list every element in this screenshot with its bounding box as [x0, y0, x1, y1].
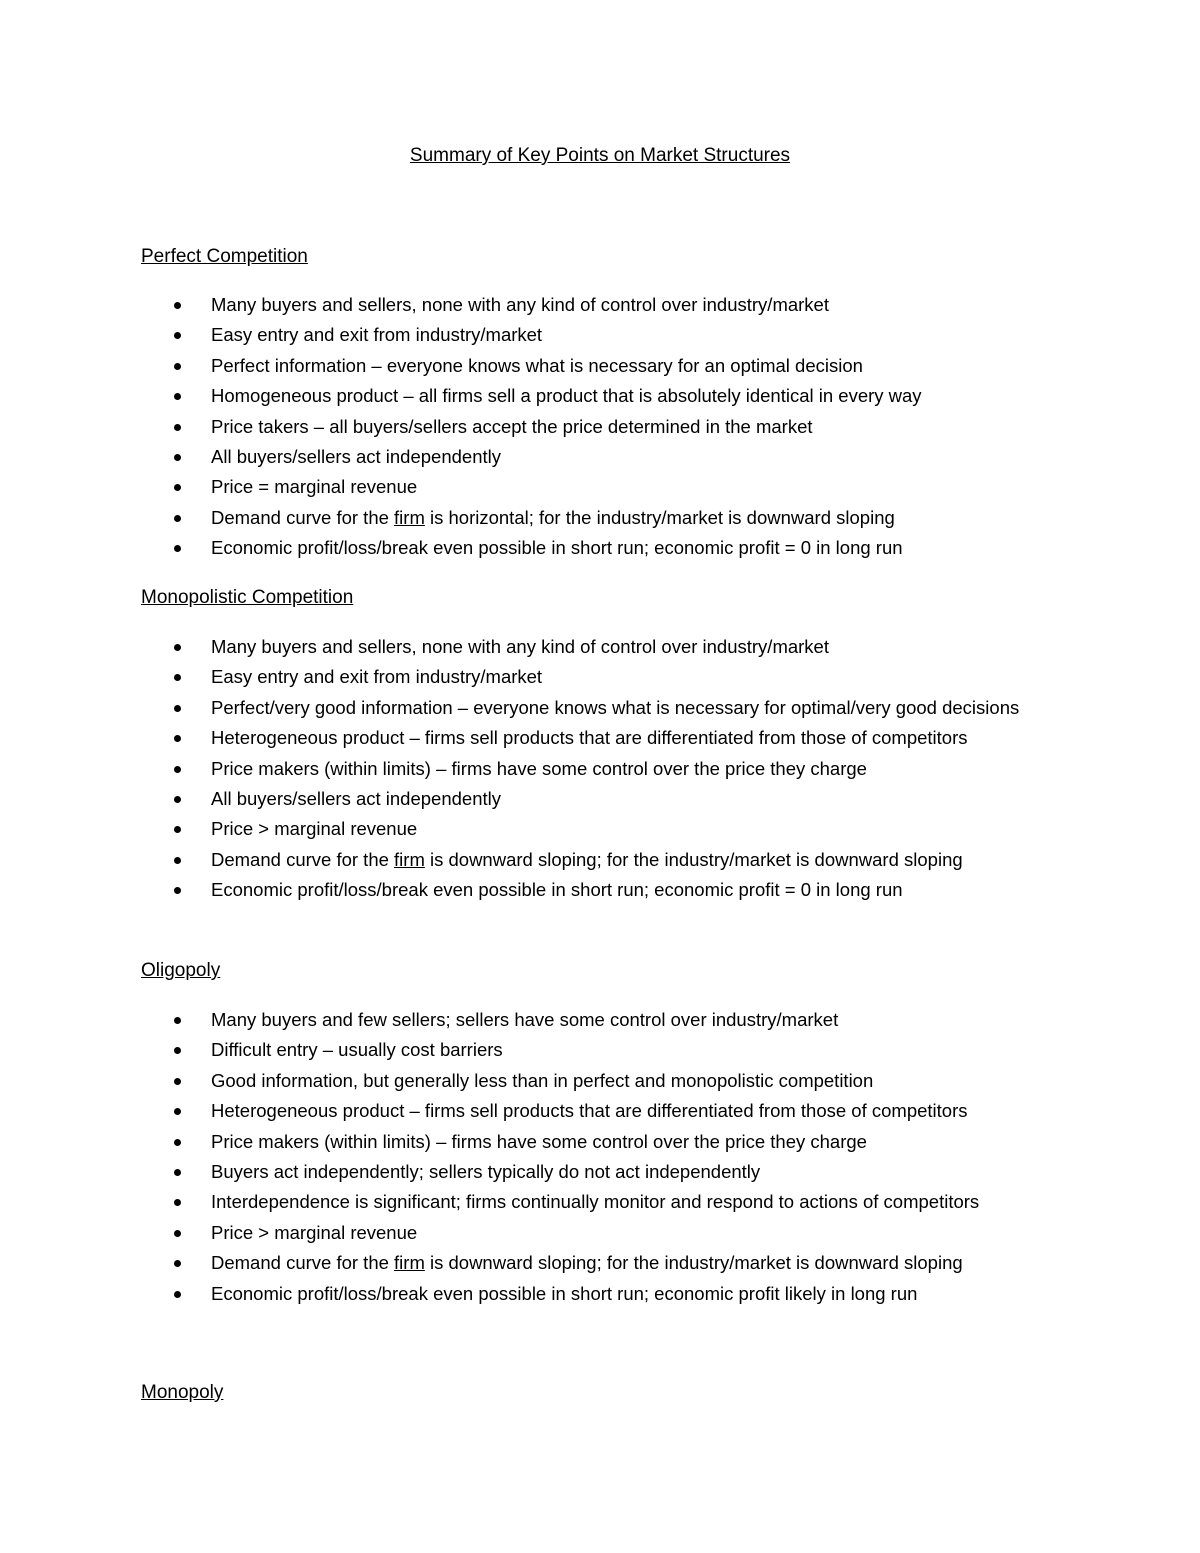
bullet-icon: [174, 735, 181, 742]
list-item: Price > marginal revenue: [141, 814, 1081, 844]
list-item: Economic profit/loss/break even possible in short run; economic profit = 0 in long run: [141, 533, 1081, 563]
monopolistic-competition-list: [141, 632, 1081, 906]
bullet-icon: [174, 1017, 181, 1024]
bullet-icon: [174, 424, 181, 431]
bullet-icon: [174, 545, 181, 552]
list-item: Easy entry and exit from industry/market: [141, 320, 1081, 350]
list-item: Demand curve for the firm is downward sloping; for the industry/market is downward sloping: [141, 845, 1081, 875]
list-item: Many buyers and sellers, none with any kind of control over industry/market: [141, 632, 1081, 662]
list-item: Buyers act independently; sellers typically do not act independently: [141, 1157, 1081, 1187]
bullet-icon: [174, 796, 181, 803]
list-item: Perfect/very good information – everyone knows what is necessary for optimal/very good decisions: [141, 693, 1081, 723]
bullet-icon: [174, 1139, 181, 1146]
bullet-icon: [174, 1230, 181, 1237]
bullet-icon: [174, 363, 181, 370]
list-item: Heterogeneous product – firms sell products that are differentiated from those of competitors: [141, 1096, 1081, 1126]
list-item: Difficult entry – usually cost barriers: [141, 1035, 1081, 1065]
bullet-icon: [174, 1078, 181, 1085]
list-item: Many buyers and few sellers; sellers have some control over industry/market: [141, 1005, 1081, 1035]
list-item: All buyers/sellers act independently: [141, 784, 1081, 814]
list-item: Price > marginal revenue: [141, 1218, 1081, 1248]
bullet-icon: [174, 454, 181, 461]
section-heading-monopoly: Monopoly: [141, 1382, 224, 1403]
bullet-icon: [174, 826, 181, 833]
section-heading-monopolistic-competition: Monopolistic Competition: [141, 587, 354, 608]
bullet-icon: [174, 1199, 181, 1206]
list-item: Many buyers and sellers, none with any kind of control over industry/market: [141, 290, 1081, 320]
bullet-icon: [174, 302, 181, 309]
list-item: Demand curve for the firm is downward sloping; for the industry/market is downward sloping: [141, 1248, 1081, 1278]
list-item: Economic profit/loss/break even possible in short run; economic profit likely in long run: [141, 1279, 1081, 1309]
list-item: Demand curve for the firm is horizontal; for the industry/market is downward sloping: [141, 503, 1081, 533]
bullet-icon: [174, 1047, 181, 1054]
list-item: Easy entry and exit from industry/market: [141, 662, 1081, 692]
bullet-icon: [174, 644, 181, 651]
list-item: Heterogeneous product – firms sell products that are differentiated from those of competitors: [141, 723, 1081, 753]
bullet-icon: [174, 857, 181, 864]
bullet-icon: [174, 393, 181, 400]
bullet-icon: [174, 515, 181, 522]
bullet-icon: [174, 887, 181, 894]
bullet-icon: [174, 1291, 181, 1298]
bullet-icon: [174, 766, 181, 773]
list-item: Perfect information – everyone knows what is necessary for an optimal decision: [141, 351, 1081, 381]
bullet-icon: [174, 1169, 181, 1176]
section-heading-oligopoly: Oligopoly: [141, 960, 221, 981]
bullet-icon: [174, 705, 181, 712]
list-item: Economic profit/loss/break even possible in short run; economic profit = 0 in long run: [141, 875, 1081, 905]
section-heading-perfect-competition: Perfect Competition: [141, 246, 308, 267]
list-item: Price makers (within limits) – firms have some control over the price they charge: [141, 1127, 1081, 1157]
bullet-icon: [174, 674, 181, 681]
bullet-icon: [174, 484, 181, 491]
list-item: Price = marginal revenue: [141, 472, 1081, 502]
list-item: Price makers (within limits) – firms have some control over the price they charge: [141, 754, 1081, 784]
bullet-icon: [174, 1108, 181, 1115]
oligopoly-list: [141, 1005, 1081, 1309]
bullet-icon: [174, 332, 181, 339]
bullet-icon: [174, 1260, 181, 1267]
list-item: Price takers – all buyers/sellers accept the price determined in the market: [141, 412, 1081, 442]
perfect-competition-list: [141, 290, 1081, 564]
list-item: All buyers/sellers act independently: [141, 442, 1081, 472]
document-title: Summary of Key Points on Market Structures: [409, 145, 791, 166]
list-item: Interdependence is significant; firms continually monitor and respond to actions of competitors: [141, 1187, 1081, 1217]
list-item: Good information, but generally less than in perfect and monopolistic competition: [141, 1066, 1081, 1096]
list-item: Homogeneous product – all firms sell a product that is absolutely identical in every way: [141, 381, 1081, 411]
